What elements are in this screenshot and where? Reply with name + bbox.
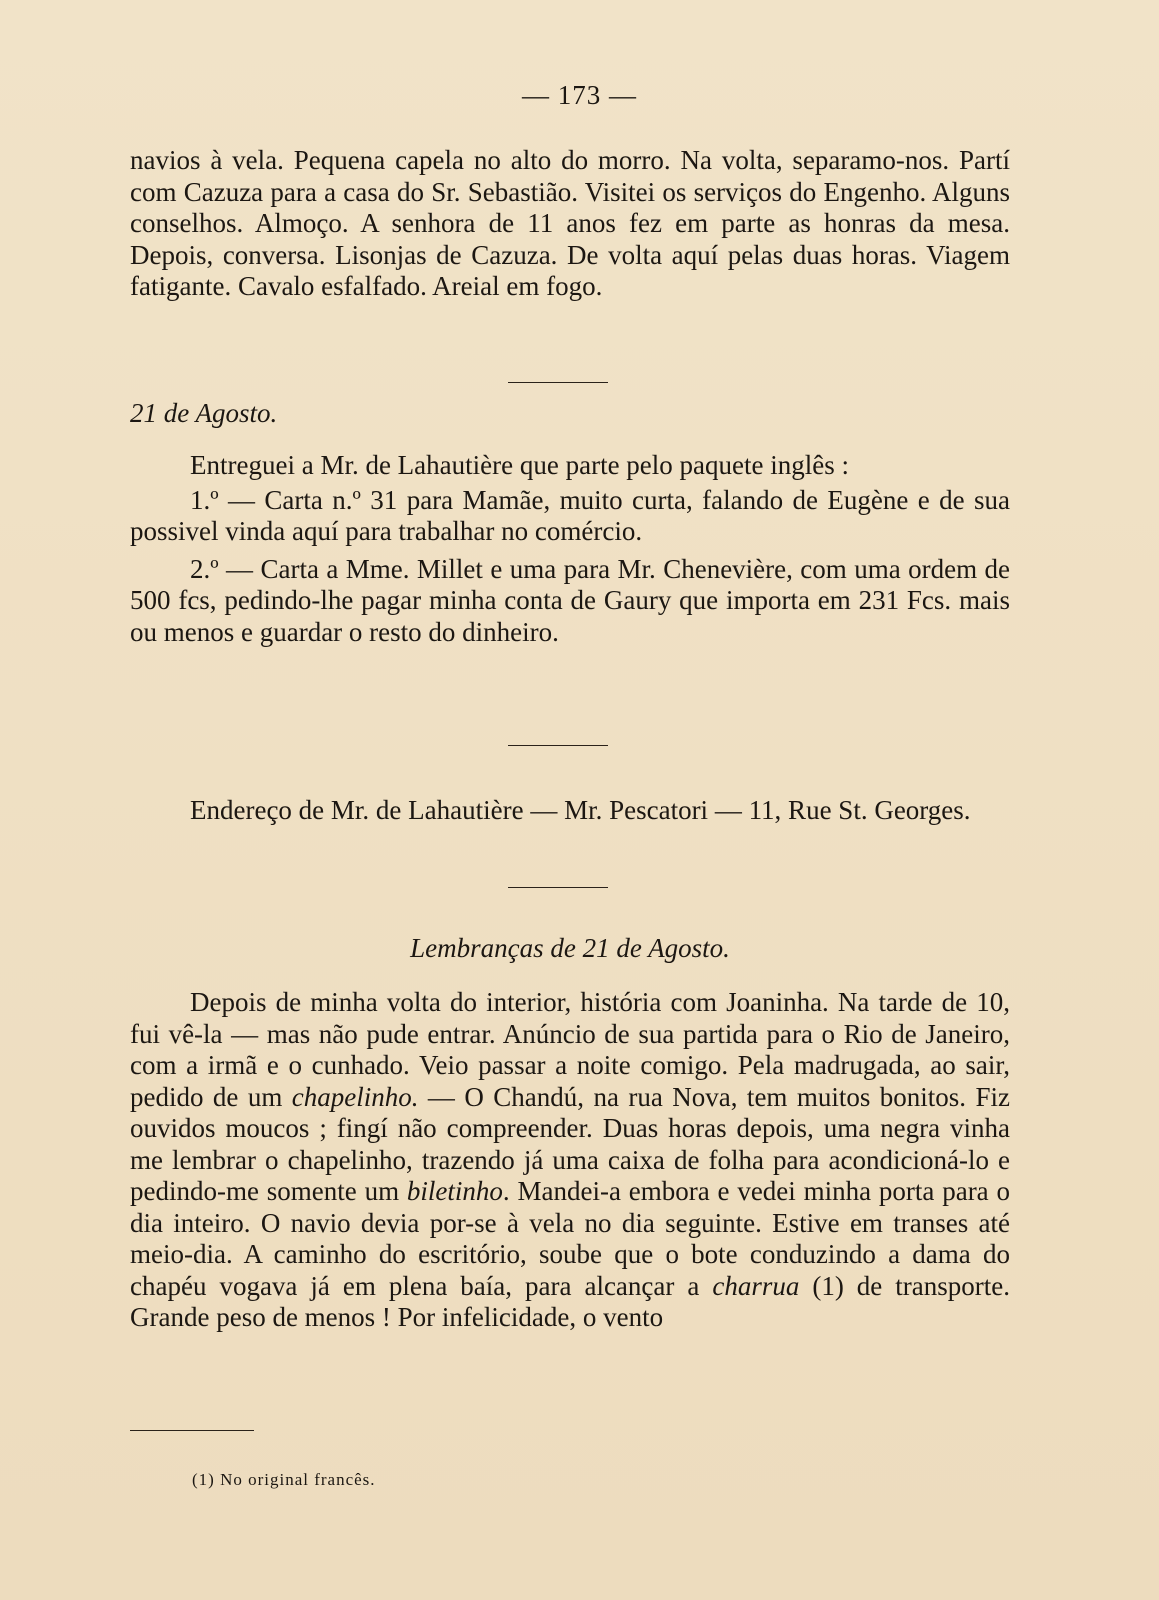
section-heading-lembrancas: Lembranças de 21 de Agosto.	[410, 933, 730, 963]
address-paragraph	[130, 795, 1010, 827]
section-divider	[508, 887, 608, 888]
paragraph-1-text: navios à vela. Pequena capela no alto do morro. Na volta, separamo-nos. Partí com Cazuza para a casa do Sr. Sebastião. Visitei os serviços do Engenho. Alguns conselhos. Almoço. A senhora de 11 anos fez em parte as honras da mesa. Depois, conversa. Lisonjas de Cazuza. De volta aquí pelas duas horas. Viagem fatigante. Cavalo esfalfado. Areial em fogo.	[130, 145, 1010, 301]
section-heading-21-agosto: 21 de Agosto.	[130, 398, 278, 428]
footnote-divider	[130, 1430, 254, 1431]
paragraph-lembrancas	[130, 987, 1010, 1334]
address-text: Endereço de Mr. de Lahautière — Mr. Pescatori — 11, Rue St. Georges.	[190, 795, 971, 825]
italic-biletinho: biletinho	[406, 1176, 503, 1206]
text-run: . Mandei-a embora e vedei minha porta para o dia inteiro. O navio devia por-se à vela no dia seguinte. Estive em transes até meio-dia. A caminho do escritório, soube que o bote conduzindo a dama do chapéu vogava já em plena baía, para alcançar a	[130, 1176, 1010, 1301]
letter-item-2: 2.º — Carta a Mme. Millet e uma para Mr. Chenevière, com uma ordem de 500 fcs, pedindo-lhe pagar minha conta de Gaury que importa em 231 Fcs. mais ou menos e guardar o resto do dinheiro.	[130, 553, 1010, 647]
text-run: — O Chandú, na rua Nova, tem muitos bonitos. Fiz ouvidos moucos ; fingí não compreender. Duas horas depois, uma negra vinha me lembrar o chapelinho, trazendo já uma caixa de folha para acondicioná-lo e pedindo-me somente um	[130, 1081, 1010, 1206]
page-number: — 173 —	[522, 80, 637, 110]
footnote: (1) No original francês.	[192, 1470, 376, 1489]
italic-chapelinho: chapelinho.	[291, 1081, 419, 1112]
lembrancas-text	[130, 987, 1010, 1334]
text-run: Depois de minha volta do interior, história com Joaninha. Na tarde de 10, fui vê-la — mas não pude entrar. Anúncio de sua partida para o Rio de Janeiro, com a irmã e o cunhado. Veio passar a noite comigo. Pela madrugada, ao sair, pedido de um	[130, 987, 1010, 1112]
section-divider	[508, 382, 608, 383]
paragraph-1	[130, 145, 1010, 303]
letters-list	[130, 450, 1010, 648]
italic-charrua: charrua	[712, 1270, 800, 1301]
text-run: (1) de transporte. Grande peso de menos ! Por infelicidade, o vento	[130, 1270, 1010, 1332]
section-divider	[508, 745, 608, 746]
letter-item-1: 1.º — Carta n.º 31 para Mamãe, muito curta, falando de Eugène e de sua possivel vinda aquí para trabalhar no comércio.	[130, 484, 1010, 546]
paragraph-2: Entreguei a Mr. de Lahautière que parte pelo paquete inglês :	[190, 450, 849, 480]
